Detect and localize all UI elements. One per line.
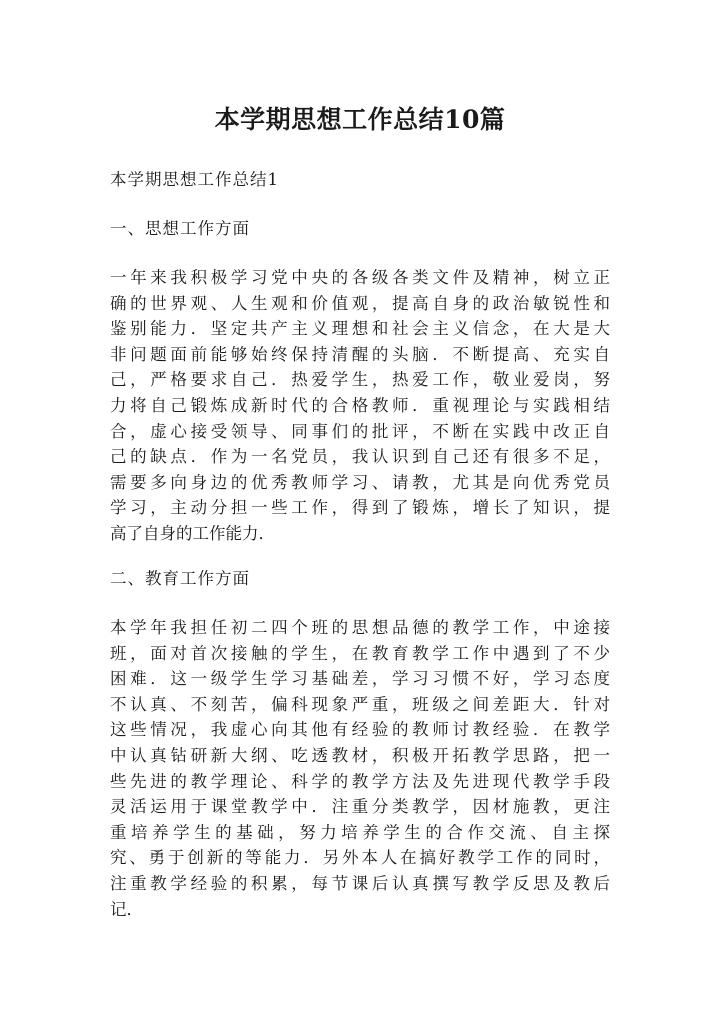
paragraph-line: 高了自身的工作能力． [110, 523, 275, 543]
paragraph-line: 些先进的教学理论、科学的教学方法及先进现代教学手段 [110, 771, 610, 791]
paragraph-line: 灵活运用于课堂教学中．注重分类教学，因材施教，更注 [110, 797, 610, 817]
paragraph-line: 学习，主动分担一些工作，得到了锻炼，增长了知识，提 [110, 498, 610, 518]
section-heading-thought: 一、思想工作方面 [110, 219, 250, 238]
paragraph-line: 中认真钻研新大纲、吃透教材，积极开拓教学思路，把一 [110, 745, 610, 765]
paragraph-line: 确的世界观、人生观和价值观，提高自身的政治敏锐性和 [110, 293, 610, 313]
paragraph-line: 合，虚心接受领导、同事们的批评，不断在实践中改正自 [110, 421, 610, 441]
paragraph-line: 需要多向身边的优秀教师学习、请教，尤其是向优秀党员 [110, 472, 610, 492]
paragraph-line: 究、勇于创新的等能力．另外本人在搞好教学工作的同时， [110, 848, 610, 868]
paragraph-line: 力将自己锻炼成新时代的合格教师．重视理论与实践相结 [110, 395, 610, 415]
section-paragraph-thought [110, 265, 610, 547]
paragraph-line: 己的缺点．作为一名党员，我认识到自己还有很多不足， [110, 447, 610, 467]
paragraph-line: 这些情况，我虚心向其他有经验的教师讨教经验．在教学 [110, 720, 610, 740]
paragraph-line: 注重教学经验的积累，每节课后认真撰写教学反思及教后 [110, 873, 610, 893]
page-title: 本学期思想工作总结10篇 [214, 105, 506, 134]
paragraph-line: 重培养学生的基础，努力培养学生的合作交流、自主探 [110, 822, 610, 842]
subtitle: 本学期思想工作总结1 [110, 170, 279, 189]
paragraph-line: 不认真、不刻苦，偏科现象严重，班级之间差距大．针对 [110, 694, 610, 714]
paragraph-line: 一年来我积极学习党中央的各级各类文件及精神，树立正 [110, 268, 610, 287]
section-heading-education: 二、教育工作方面 [110, 569, 250, 588]
paragraph-line: 本学年我担任初二四个班的思想品德的教学工作，中途接 [110, 618, 610, 637]
paragraph-line: 己，严格要求自己．热爱学生，热爱工作，敬业爱岗，努 [110, 370, 610, 390]
paragraph-line: 鉴别能力．坚定共产主义理想和社会主义信念，在大是大 [110, 319, 610, 339]
paragraph-line: 困难．这一级学生学习基础差，学习习惯不好，学习态度 [110, 669, 610, 689]
paragraph-line: 班，面对首次接触的学生，在教育教学工作中遇到了不少 [110, 643, 610, 663]
paragraph-line: 非问题面前能够始终保持清醒的头脑．不断提高、充实自 [110, 344, 610, 364]
section-paragraph-education [110, 615, 610, 922]
paragraph-line: 记． [110, 899, 143, 919]
